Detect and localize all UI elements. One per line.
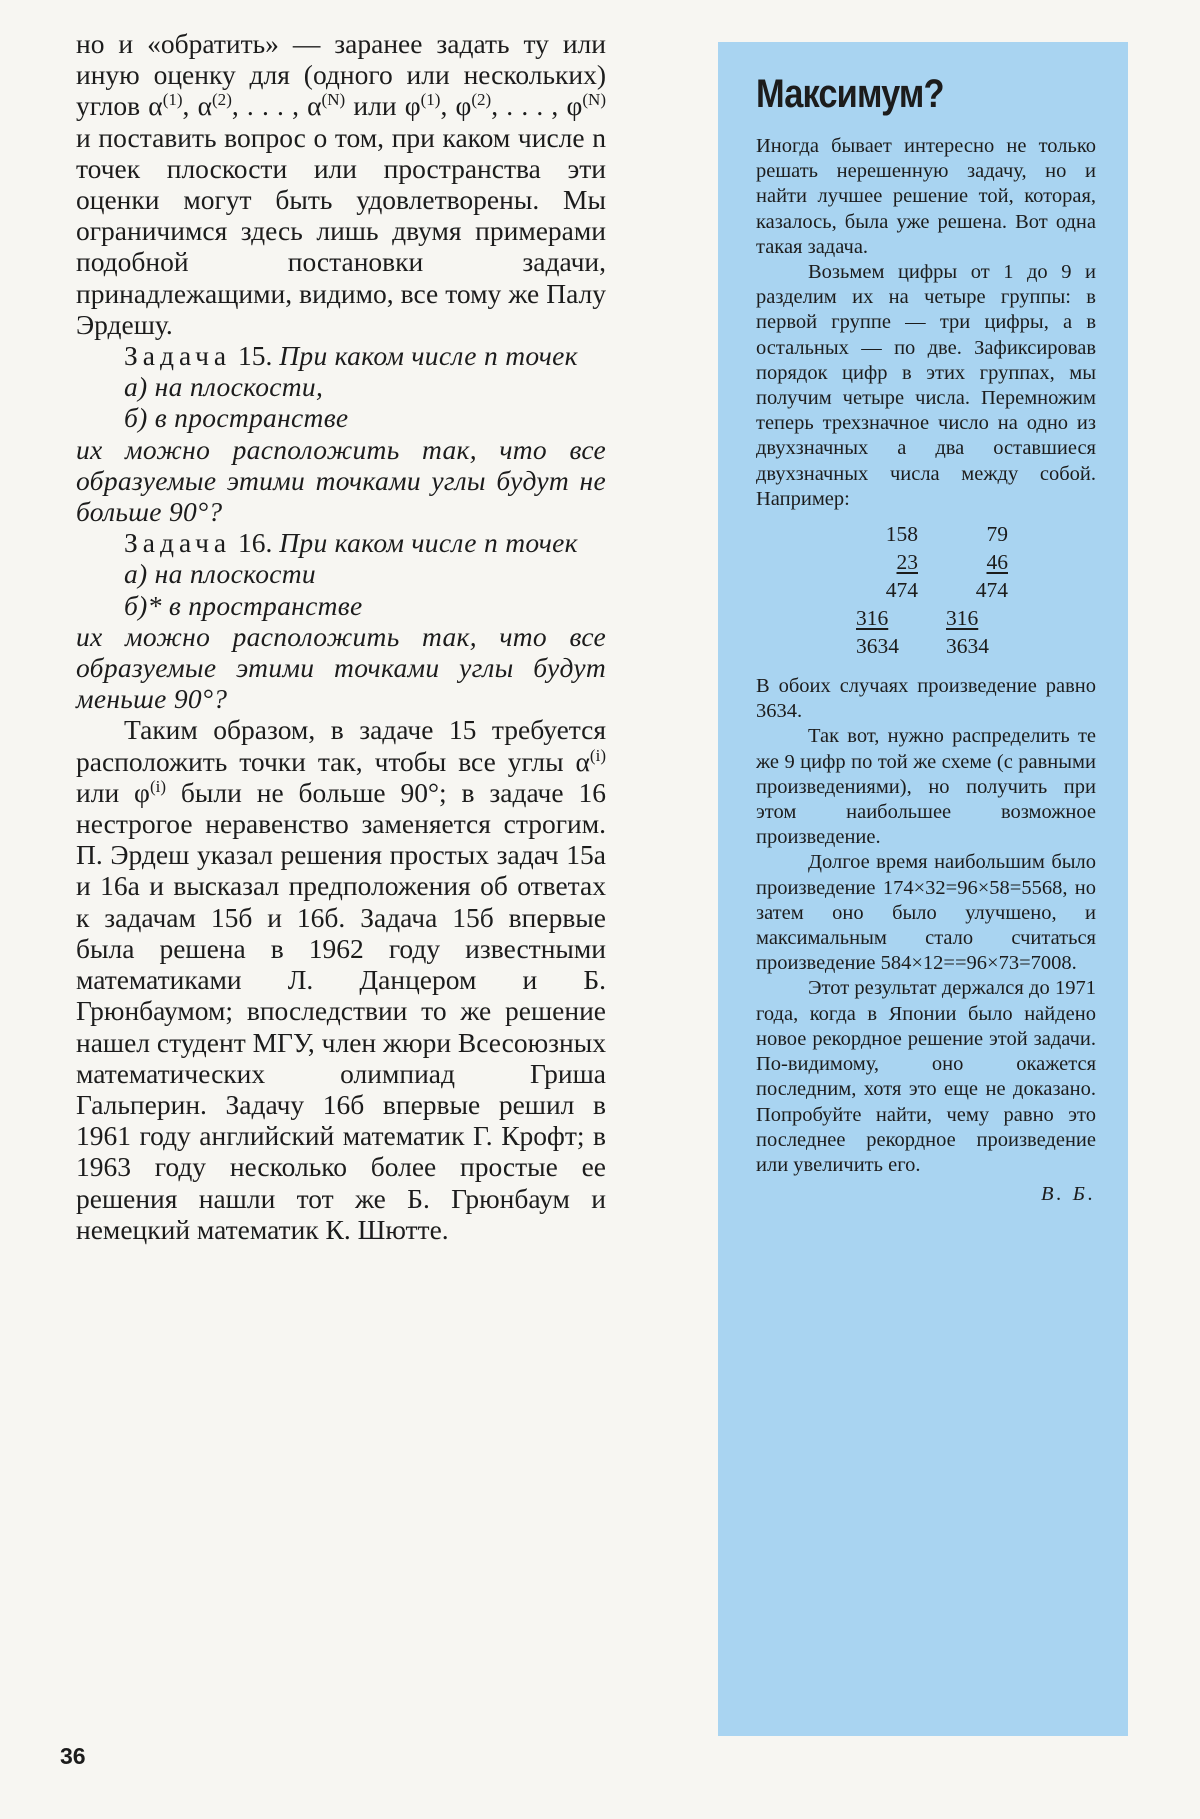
sidebar-paragraph-4: Так вот, нужно распределить те же 9 цифр по той же схеме (с равными произведениями), но получить при этом наибольшее возможное произведение. (756, 725, 1096, 849)
multiplication-example (856, 520, 1096, 660)
main-article-column (76, 28, 606, 1245)
task-15-option-a: а) на плоскости, (124, 371, 324, 403)
sidebar-title: Максимум? (756, 72, 944, 116)
calc-left-multiplicand: 158 (885, 522, 918, 547)
task-16-option-a: а) на плоскости (124, 558, 316, 590)
calc-right-multiplicand: 79 (986, 522, 1008, 547)
task-15-option-b: б) в пространстве (124, 402, 349, 434)
task-16-tail: их можно расположить так, что все образуемые этими точками углы будут меньше 90°? (76, 620, 606, 715)
conclusion-paragraph: Таким образом, в задаче 15 требуется расположить точки так, чтобы все углы $\alpha^{(i)}$ или $\varphi^{(i)}$ были не больше 90°; в задаче 16 нестрогое неравенство заменяется строгим. П. Эрдеш указал решения простых задач 15а и 16а и высказал предположения об ответах к задачам 15б и 16б. Задача 15б впервые была решена в 1962 году известными математиками Л. Данцером и Б. Грюнбаумом; впоследствии то же решение нашел студент МГУ, член жюри Всесоюзных математических олимпиад Гриша Гальперин. Задачу 16б впервые решил в 1961 году английский математик Г. Крофт; в 1963 году несколько более простые ее решения нашли тот же Б. Грюнбаум и немецкий математик К. Шютте. (76, 714, 606, 1245)
calc-left-result: 3634 (856, 634, 899, 659)
task-15-heading: Задача 15. При каком числе n точек (124, 340, 578, 372)
calc-right-result: 3634 (946, 634, 989, 659)
sidebar-paragraph-3: В обоих случаях произведение равно 3634. (756, 675, 1096, 723)
calc-right-multiplier: 46 (986, 550, 1008, 575)
sidebar-content (756, 70, 1096, 1207)
calc-right-partial-2: 316 (946, 606, 979, 631)
page-number: 36 (60, 1743, 86, 1769)
sidebar-box (718, 42, 1128, 1736)
sidebar-paragraph-6: Этот результат держался до 1971 года, когда в Японии было найдено новое рекордное решение этой задачи. По-видимому, оно окажется последним, хотя это еще не доказано. Попробуйте найти, чему равно это последнее рекордное произведение или увеличить его. (756, 977, 1096, 1176)
calc-right-partial-1: 474 (975, 578, 1008, 603)
sidebar-paragraph-5: Долгое время наибольшим было произведение 174×32=96×58=5568, но затем оно было улучшено, и максимальным стало считаться произведение 584×12==96×73=7008. (756, 851, 1096, 975)
calc-left-partial-1: 474 (885, 578, 918, 603)
task-16-option-b: б)* в пространстве (124, 589, 363, 621)
task-16-heading: Задача 16. При каком числе n точек (124, 527, 578, 559)
calc-left-partial-2: 316 (856, 606, 889, 631)
calc-left-multiplier: 23 (896, 550, 918, 575)
author-signature: В. Б. (1041, 1183, 1096, 1206)
task-15-tail: их можно расположить так, что все образуемые этими точками углы будут не больше 90°? (76, 433, 606, 528)
sidebar-paragraph-1: Иногда бывает интересно не только решать нерешенную задачу, но и найти лучшее решение той, которая, казалось, была уже решена. Вот одна такая задача. (756, 135, 1096, 258)
sidebar-paragraph-2: Возьмем цифры от 1 до 9 и разделим их на четыре группы: в первой группе — три цифры, а в остальных — по две. Зафиксировав порядок цифр в этих группах, мы получим четыре числа. Перемножим теперь трехзначное число на одно из двухзначных а два оставшиеся двухзначных числа между собой. Например: (756, 261, 1096, 510)
intro-paragraph: но и «обратить» — заранее задать ту или иную оценку для (одного или нескольких) углов $\alpha^{(1)}$, $\alpha^{(2)}$, . . . , $\alpha^{(N)}$ или $\varphi^{(1)}$, $\varphi^{(2)}$, . . . , $\varphi^{(N)}$ и поставить вопрос о том, при каком числе n точек плоскости или пространства эти оценки могут быть удовлетворены. Мы ограничимся здесь лишь двумя примерами подобной постановки задачи, принадлежащими, видимо, все тому же Палу Эрдешу. (76, 28, 607, 340)
